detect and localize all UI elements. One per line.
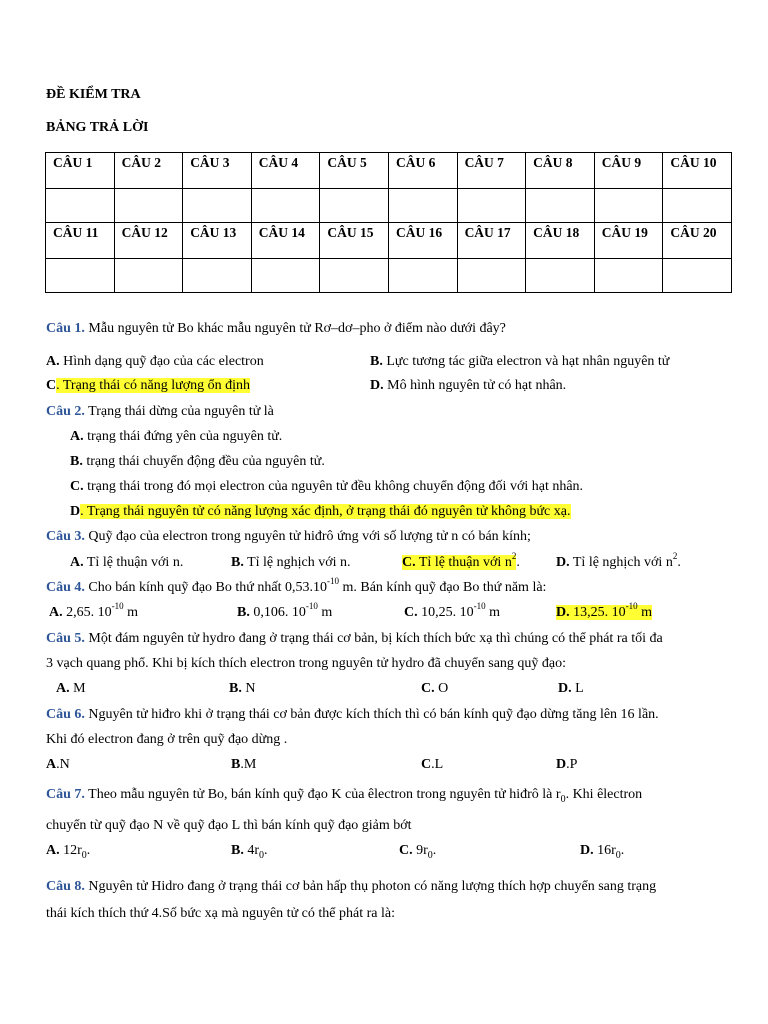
q2-option-a (70, 429, 282, 445)
q6-option-d (556, 757, 577, 773)
answer-cell[interactable] (46, 259, 115, 293)
superscript: 2 (672, 551, 678, 562)
option-highlighted (556, 601, 653, 620)
q1-option-c (46, 378, 250, 394)
answer-table-header-cell: CÂU 16 (388, 223, 457, 259)
answer-cell[interactable] (526, 259, 595, 293)
answer-cell[interactable] (251, 259, 320, 293)
option-key: B. (231, 555, 244, 570)
subscript: 0 (615, 849, 621, 861)
q3-option-d (556, 551, 681, 571)
question-2 (46, 404, 274, 420)
option-unit: m (641, 605, 653, 620)
option-key: D. (580, 843, 594, 858)
q5-option-b (229, 681, 255, 697)
answer-cell[interactable] (457, 189, 526, 223)
option-key: B. (231, 843, 244, 858)
option-key: B. (370, 354, 383, 369)
q5-option-a (56, 681, 86, 697)
q7-option-a (46, 843, 90, 859)
option-text: Hình dạng quỹ đạo của các electron (63, 354, 264, 369)
subscript: 0 (81, 849, 87, 861)
option-key: C. (70, 479, 84, 494)
answer-cell[interactable] (388, 189, 457, 223)
option-text: M (73, 681, 86, 696)
answer-table-header-row-2 (46, 223, 732, 259)
answer-cell[interactable] (251, 189, 320, 223)
option-key: A. (46, 843, 60, 858)
question-text: Trạng thái dừng của nguyên tử là (88, 404, 274, 419)
option-text: 0,106. 10 (253, 605, 306, 620)
option-text: 4r (247, 843, 260, 858)
question-label: Câu 4. (46, 580, 85, 595)
answer-table-header-cell: CÂU 9 (594, 153, 663, 189)
option-key: C. (421, 681, 435, 696)
q7-option-d (580, 843, 624, 859)
answer-table-header-cell: CÂU 20 (663, 223, 732, 259)
answer-table-header-cell: CÂU 8 (526, 153, 595, 189)
answer-cell[interactable] (114, 259, 183, 293)
answer-cell[interactable] (457, 259, 526, 293)
q6-option-a (46, 757, 70, 773)
superscript: -10 (305, 601, 318, 612)
option-key: A. (46, 354, 60, 369)
answer-cell[interactable] (594, 189, 663, 223)
superscript: -10 (111, 601, 124, 612)
option-text: 16r (597, 843, 616, 858)
option-key: C. (404, 605, 418, 620)
answer-table-header-cell: CÂU 2 (114, 153, 183, 189)
q7-option-c (399, 843, 436, 859)
question-text: Nguyên tử hiđro khi ở trạng thái cơ bản được kích thích thì có bán kính quỹ đạo dừng tăng lên 16 lần. (88, 707, 659, 722)
option-key: B. (237, 605, 250, 620)
answer-table-header-cell: CÂU 17 (457, 223, 526, 259)
option-text: 10,25. 10 (421, 605, 474, 620)
answer-table-header-cell: CÂU 19 (594, 223, 663, 259)
option-unit: m (321, 605, 333, 620)
question-text-end: . Khi êlectron (565, 787, 643, 802)
subscript: 0 (259, 849, 265, 861)
answer-table-answer-row-2 (46, 259, 732, 293)
option-text: trạng thái đứng yên của nguyên tử. (87, 429, 283, 444)
option-text: .P (566, 757, 578, 772)
q3-option-a (70, 555, 183, 571)
superscript: -10 (625, 601, 638, 612)
answer-table-header-cell: CÂU 1 (46, 153, 115, 189)
option-text: Tỉ lệ thuận với n. (86, 555, 184, 570)
question-text: Nguyên tử Hidro đang ở trạng thái cơ bản hấp thụ photon có năng lượng thích hợp chuyển sang trạng (88, 879, 657, 894)
answer-table-header-cell: CÂU 7 (457, 153, 526, 189)
option-text-end: . (677, 555, 681, 570)
option-text-highlighted: . Trạng thái nguyên tử có năng lượng xác định, ở trạng thái đó nguyên tử không bức xạ. (80, 504, 571, 519)
question-label: Câu 2. (46, 404, 85, 419)
option-key: B (231, 757, 241, 772)
option-key: D. (558, 681, 572, 696)
answer-cell[interactable] (320, 189, 389, 223)
option-highlighted (402, 551, 517, 570)
answer-table-header-cell: CÂU 3 (183, 153, 252, 189)
q2-option-c (70, 479, 583, 495)
question-label: Câu 7. (46, 787, 85, 802)
q2-option-b (70, 454, 325, 470)
option-key: D. (370, 378, 384, 393)
option-text: 9r (416, 843, 428, 858)
q1-option-a (46, 354, 264, 370)
option-end: . (432, 843, 437, 858)
option-text: Tỉ lệ nghịch với n. (247, 555, 351, 570)
answer-table-header-row-1 (46, 153, 732, 189)
option-text: N (245, 681, 256, 696)
answer-cell[interactable] (526, 189, 595, 223)
answer-table-header-cell: CÂU 14 (251, 223, 320, 259)
question-4 (46, 576, 547, 596)
option-key: A. (70, 555, 84, 570)
answer-cell[interactable] (594, 259, 663, 293)
option-end: . (264, 843, 268, 858)
answer-table-header-cell: CÂU 15 (320, 223, 389, 259)
answer-cell[interactable] (46, 189, 115, 223)
q1-option-b (370, 354, 669, 370)
question-8-line-2: thái kích thích thứ 4.Số bức xạ mà nguyên tử có thể phát ra là: (46, 906, 395, 921)
option-key: A. (49, 605, 63, 620)
answer-table-header-cell: CÂU 18 (526, 223, 595, 259)
answer-table (45, 152, 732, 293)
answer-cell[interactable] (663, 259, 732, 293)
option-text: 12r (63, 843, 82, 858)
question-label: Câu 6. (46, 707, 85, 722)
subscript: 0 (560, 794, 566, 805)
answer-cell[interactable] (388, 259, 457, 293)
option-key: D (556, 757, 567, 772)
question-text: Mẫu nguyên tử Bo khác mẫu nguyên tử Rơ–dơ–pho ở điểm nào dưới đây? (88, 321, 506, 336)
answer-table-header-cell: CÂU 11 (46, 223, 115, 259)
option-text: Mô hình nguyên tử có hạt nhân. (387, 378, 567, 393)
exam-title: ĐỀ KIỂM TRA (46, 87, 141, 102)
option-key: A. (56, 681, 70, 696)
q5-option-c (421, 681, 448, 697)
question-label: Câu 8. (46, 879, 85, 894)
option-key: B. (70, 454, 83, 469)
option-text: .N (56, 757, 70, 772)
option-key: A (46, 757, 57, 772)
q3-option-c (402, 551, 520, 571)
option-text: Tỉ lệ thuận với n (418, 555, 512, 570)
answer-table-header-cell: CÂU 6 (388, 153, 457, 189)
option-key: B. (229, 681, 242, 696)
question-text: Theo mẫu nguyên tử Bo, bán kính quỹ đạo K của êlectron trong nguyên tử hiđrô là r (88, 787, 561, 802)
option-key: D. (556, 605, 570, 620)
option-text: .L (431, 757, 444, 772)
option-text: 13,25. 10 (573, 605, 626, 620)
superscript: -10 (473, 601, 486, 612)
option-key: A. (70, 429, 84, 444)
question-7-line-2: chuyển từ quỹ đạo N về quỹ đạo L thì bán kính quỹ đạo giảm bớt (46, 818, 412, 833)
option-key: D. (556, 555, 570, 570)
question-text: Quỹ đạo của electron trong nguyên tử hiđrô ứng với số lượng tử n có bán kính; (88, 529, 531, 544)
question-8 (46, 879, 656, 895)
option-text: Tỉ lệ nghịch với n (572, 555, 673, 570)
question-6 (46, 707, 659, 723)
question-text-end: m. Bán kính quỹ đạo Bo thứ năm là: (342, 580, 547, 595)
answer-table-header-cell: CÂU 4 (251, 153, 320, 189)
q5-option-d (558, 681, 584, 697)
answer-table-answer-row-1 (46, 189, 732, 223)
question-5-line-2: 3 vạch quang phổ. Khi bị kích thích electron trong nguyên tử hydro đã chuyển sang quỹ đạo: (46, 656, 567, 671)
option-key: C. (399, 843, 413, 858)
question-5 (46, 631, 663, 647)
option-end: . (86, 843, 91, 858)
answer-table-header-cell: CÂU 13 (183, 223, 252, 259)
option-text: trạng thái chuyển động đều của nguyên tử. (86, 454, 325, 469)
option-key: C (421, 757, 432, 772)
option-text: trạng thái trong đó mọi electron của nguyên tử đều không chuyển động đối với hạt nhân. (87, 479, 584, 494)
question-text: Cho bán kính quỹ đạo Bo thứ nhất 0,53.10 (88, 580, 327, 595)
answer-cell[interactable] (114, 189, 183, 223)
answer-table-header-cell: CÂU 12 (114, 223, 183, 259)
answer-cell[interactable] (320, 259, 389, 293)
question-label: Câu 5. (46, 631, 85, 646)
q3-option-b (231, 555, 351, 571)
question-text: Một đám nguyên tử hydro đang ở trạng thái cơ bản, bị kích thích bức xạ thì chúng có thể phát ra tối đa (88, 631, 663, 646)
q6-option-c (421, 757, 443, 773)
q2-option-d (70, 504, 571, 520)
option-text: L (575, 681, 584, 696)
question-6-line-2: Khi đó electron đang ở trên quỹ đạo dừng . (46, 732, 288, 747)
superscript: -10 (326, 576, 339, 587)
subscript: 0 (427, 849, 433, 861)
question-7 (46, 786, 732, 803)
option-text: Lực tương tác giữa electron và hạt nhân nguyên tử (386, 354, 670, 369)
answer-cell[interactable] (183, 259, 252, 293)
option-text: O (438, 681, 449, 696)
answer-cell[interactable] (183, 189, 252, 223)
option-end: . (620, 843, 625, 858)
question-label: Câu 1. (46, 321, 85, 336)
option-text-highlighted: . Trạng thái có năng lượng ổn định (56, 378, 250, 393)
q7-option-b (231, 843, 268, 859)
q4-option-d (556, 601, 653, 621)
option-text-end: . (516, 555, 520, 570)
answer-table-header-cell: CÂU 5 (320, 153, 389, 189)
q4-option-b (237, 601, 333, 621)
option-text: .M (240, 757, 257, 772)
q6-option-b (231, 757, 256, 773)
question-1 (46, 321, 506, 337)
option-text: 2,65. 10 (66, 605, 112, 620)
option-key: D (70, 504, 81, 519)
superscript: 2 (511, 551, 517, 562)
answer-cell[interactable] (663, 189, 732, 223)
question-3 (46, 529, 531, 545)
option-unit: m (127, 605, 139, 620)
option-key: C (46, 378, 57, 393)
q4-option-a (49, 601, 139, 621)
answer-sheet-title: BẢNG TRẢ LỜI (46, 120, 149, 135)
answer-table-header-cell: CÂU 10 (663, 153, 732, 189)
option-unit: m (489, 605, 501, 620)
q1-option-d (370, 378, 566, 394)
question-label: Câu 3. (46, 529, 85, 544)
option-key: C. (402, 555, 416, 570)
q4-option-c (404, 601, 501, 621)
